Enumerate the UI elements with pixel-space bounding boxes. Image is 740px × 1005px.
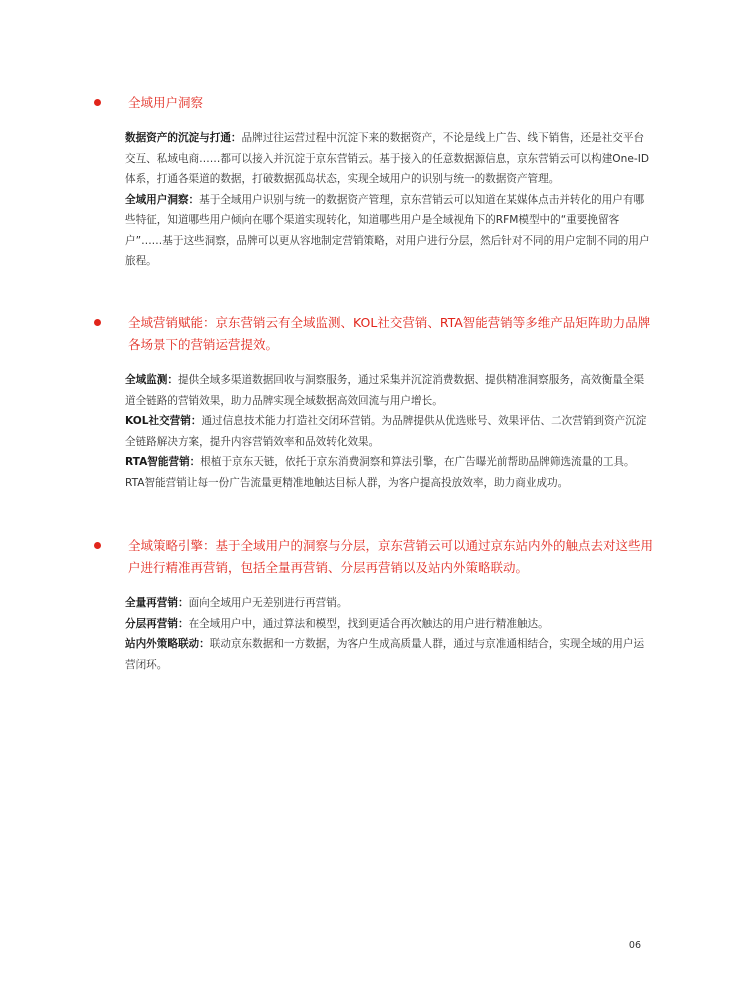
- paragraph: [125, 411, 654, 452]
- paragraph-text: 在全域用户中，通过算法和模型，找到更适合再次触达的用户进行精准触达。: [188, 617, 549, 630]
- paragraph: [125, 128, 654, 190]
- section-body: [94, 128, 654, 272]
- paragraph-text: 面向全域用户无差别进行再营销。: [188, 597, 348, 609]
- bullet-icon: [94, 542, 101, 549]
- paragraph-term: 数据资产的沉淀与打通：: [125, 132, 242, 144]
- section-heading: [94, 535, 654, 579]
- section-heading: [94, 92, 654, 114]
- paragraph: [125, 634, 654, 675]
- paragraph: [125, 614, 654, 635]
- paragraph-text: 根植于京东天链，依托于京东消费洞察和算法引擎，在广告曝光前帮助品牌筛选流量的工具。RTA智能营销让每一份广告流量更精准地触达目标人群，为客户提高投放效率，助力商业成功。: [125, 456, 635, 489]
- paragraph-term: 全域用户洞察：: [125, 193, 200, 206]
- section-body: [94, 593, 654, 675]
- paragraph-term: RTA智能营销：: [125, 456, 201, 468]
- section-marketing-empowerment: [94, 312, 654, 493]
- paragraph-text: 品牌过往运营过程中沉淀下来的数据资产，不论是线上广告、线下销售，还是社交平台交互、私域电商……都可以接入并沉淀于京东营销云。基于接入的任意数据源信息，京东营销云可以构建One-ID体系，打通各渠道的数据，打破数据孤岛状态，实现全域用户的识别与统一的数据资产管理。: [125, 132, 649, 185]
- paragraph: [125, 452, 654, 493]
- section-heading-text: 全域营销赋能：京东营销云有全域监测、KOL社交营销、RTA智能营销等多维产品矩阵助力品牌各场景下的营销运营提效。: [128, 315, 651, 352]
- paragraph-term: KOL社交营销：: [125, 415, 202, 427]
- section-heading-text: 全域策略引擎：基于全域用户的洞察与分层，京东营销云可以通过京东站内外的触点去对这些用户进行精准再营销，包括全量再营销、分层再营销以及站内外策略联动。: [128, 538, 654, 575]
- paragraph-term: 全域监测：: [125, 374, 178, 386]
- paragraph-text: 提供全域多渠道数据回收与洞察服务，通过采集并沉淀消费数据、提供精准洞察服务，高效衡量全渠道全链路的营销效果，助力品牌实现全域数据高效回流与用户增长。: [125, 374, 645, 407]
- paragraph-text: 联动京东数据和一方数据，为客户生成高质量人群，通过与京准通相结合，实现全域的用户运营闭环。: [125, 638, 645, 671]
- paragraph: [125, 593, 654, 614]
- bullet-icon: [94, 319, 101, 326]
- paragraph: [125, 190, 654, 272]
- section-user-insight: [94, 92, 654, 272]
- paragraph-term: 全量再营销：: [125, 597, 189, 609]
- paragraph-text: 基于全域用户识别与统一的数据资产管理，京东营销云可以知道在某媒体点击并转化的用户有哪些特征，知道哪些用户倾向在哪个渠道实现转化，知道哪些用户是全域视角下的RFM模型中的“重要挽留客户”……基于这些洞察，品牌可以更从容地制定营销策略，对用户进行分层，然后针对不同的用户定制不同的用户旅程。: [125, 193, 650, 267]
- paragraph: [125, 370, 654, 411]
- section-heading: [94, 312, 654, 356]
- paragraph-term: 分层再营销：: [125, 617, 189, 630]
- paragraph-term: 站内外策略联动：: [125, 638, 210, 650]
- bullet-icon: [94, 99, 101, 106]
- page-number: 06: [628, 940, 641, 951]
- section-heading-text: 全域用户洞察: [128, 95, 204, 110]
- paragraph-text: 通过信息技术能力打造社交闭环营销。为品牌提供从优选账号、效果评估、二次营销到资产沉淀全链路解决方案，提升内容营销效率和品效转化效果。: [125, 415, 647, 448]
- section-strategy-engine: [94, 535, 654, 675]
- section-body: [94, 370, 654, 493]
